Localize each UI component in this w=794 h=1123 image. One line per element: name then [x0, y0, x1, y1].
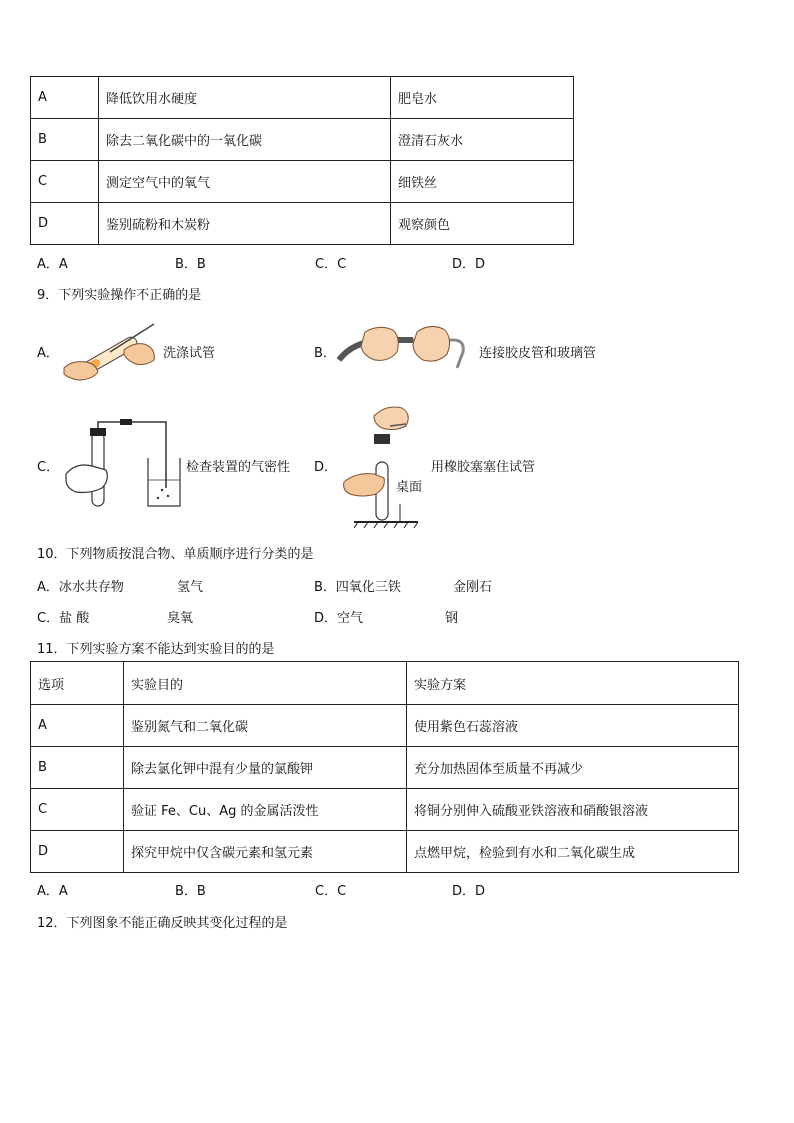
q10-stem: 10．下列物质按混合物、单质顺序进行分类的是: [37, 547, 314, 562]
option-letter: D: [31, 831, 124, 873]
q12-stem: 12．下列图象不能正确反映其变化过程的是: [37, 916, 288, 931]
q10-option-b[interactable]: B．四氧化三铁: [314, 580, 401, 595]
airtightness-check-illustration: [62, 418, 186, 510]
q8-table: [30, 76, 574, 245]
experiment-purpose: 鉴别氮气和二氧化碳: [124, 705, 407, 747]
washing-test-tube-illustration: [62, 316, 162, 388]
q10-option-a-second: 氢气: [177, 580, 204, 595]
experiment-purpose: 鉴别硫粉和木炭粉: [99, 203, 391, 245]
option-letter: C: [31, 161, 99, 203]
connect-rubber-tube-illustration: [335, 316, 475, 378]
reagent: 肥皂水: [391, 77, 574, 119]
option-letter: A: [31, 77, 99, 119]
q10-option-a[interactable]: A．冰水共存物: [37, 580, 124, 595]
reagent: 观察颜色: [391, 203, 574, 245]
reagent: 细铁丝: [391, 161, 574, 203]
experiment-purpose: 验证 Fe、Cu、Ag 的金属活泼性: [124, 789, 407, 831]
table-row: [31, 705, 739, 747]
q9-option-b-caption: 连接胶皮管和玻璃管: [479, 346, 597, 361]
option-letter: D: [31, 203, 99, 245]
stopper-test-tube-illustration: [340, 402, 422, 528]
choice-b[interactable]: B．B: [175, 884, 206, 899]
q10-option-d-second: 钢: [445, 611, 459, 626]
table-header-row: [31, 662, 739, 705]
q10-option-c-second: 臭氧: [167, 611, 194, 626]
table-row: [31, 789, 739, 831]
experiment-purpose: 除去氯化钾中混有少量的氯酸钾: [124, 747, 407, 789]
q10-option-d[interactable]: D．空气: [314, 611, 364, 626]
table-row: [31, 161, 574, 203]
table-row: [31, 831, 739, 873]
choice-c[interactable]: C．C: [315, 257, 347, 272]
q9-option-d-letter[interactable]: D．: [314, 460, 338, 475]
table-row: [31, 77, 574, 119]
experiment-purpose: 探究甲烷中仅含碳元素和氢元素: [124, 831, 407, 873]
column-header: 实验目的: [124, 662, 407, 705]
q10-option-c[interactable]: C．盐 酸: [37, 611, 90, 626]
choice-d[interactable]: D．D: [452, 257, 486, 272]
option-letter: B: [31, 119, 99, 161]
experiment-plan: 点燃甲烷，检验到有水和二氧化碳生成: [407, 831, 739, 873]
option-letter: C: [31, 789, 124, 831]
q10-option-b-second: 金刚石: [453, 580, 493, 595]
table-row: [31, 119, 574, 161]
q9-option-d-caption: 用橡胶塞塞住试管: [431, 460, 536, 475]
reagent: 澄清石灰水: [391, 119, 574, 161]
q9-option-a-caption: 洗涤试管: [163, 346, 216, 361]
q9-stem: 9．下列实验操作不正确的是: [37, 288, 202, 303]
choice-d[interactable]: D．D: [452, 884, 486, 899]
column-header: 选项: [31, 662, 124, 705]
q9-option-b-letter[interactable]: B．: [314, 346, 336, 361]
q11-stem: 11．下列实验方案不能达到实验目的的是: [37, 642, 275, 657]
experiment-purpose: 测定空气中的氧气: [99, 161, 391, 203]
table-surface-label: 桌面: [396, 480, 423, 495]
column-header: 实验方案: [407, 662, 739, 705]
experiment-purpose: 降低饮用水硬度: [99, 77, 391, 119]
q9-option-c-letter[interactable]: C．: [37, 460, 60, 475]
q11-table: [30, 661, 739, 873]
table-row: [31, 747, 739, 789]
choice-a[interactable]: A．A: [37, 257, 68, 272]
choice-c[interactable]: C．C: [315, 884, 347, 899]
experiment-purpose: 除去二氧化碳中的一氧化碳: [99, 119, 391, 161]
table-row: [31, 203, 574, 245]
q9-option-a-letter[interactable]: A．: [37, 346, 59, 361]
option-letter: A: [31, 705, 124, 747]
experiment-plan: 将铜分别伸入硫酸亚铁溶液和硝酸银溶液: [407, 789, 739, 831]
option-letter: B: [31, 747, 124, 789]
experiment-plan: 使用紫色石蕊溶液: [407, 705, 739, 747]
q9-option-c-caption: 检查装置的气密性: [186, 460, 291, 475]
choice-b[interactable]: B．B: [175, 257, 206, 272]
experiment-plan: 充分加热固体至质量不再减少: [407, 747, 739, 789]
choice-a[interactable]: A．A: [37, 884, 68, 899]
